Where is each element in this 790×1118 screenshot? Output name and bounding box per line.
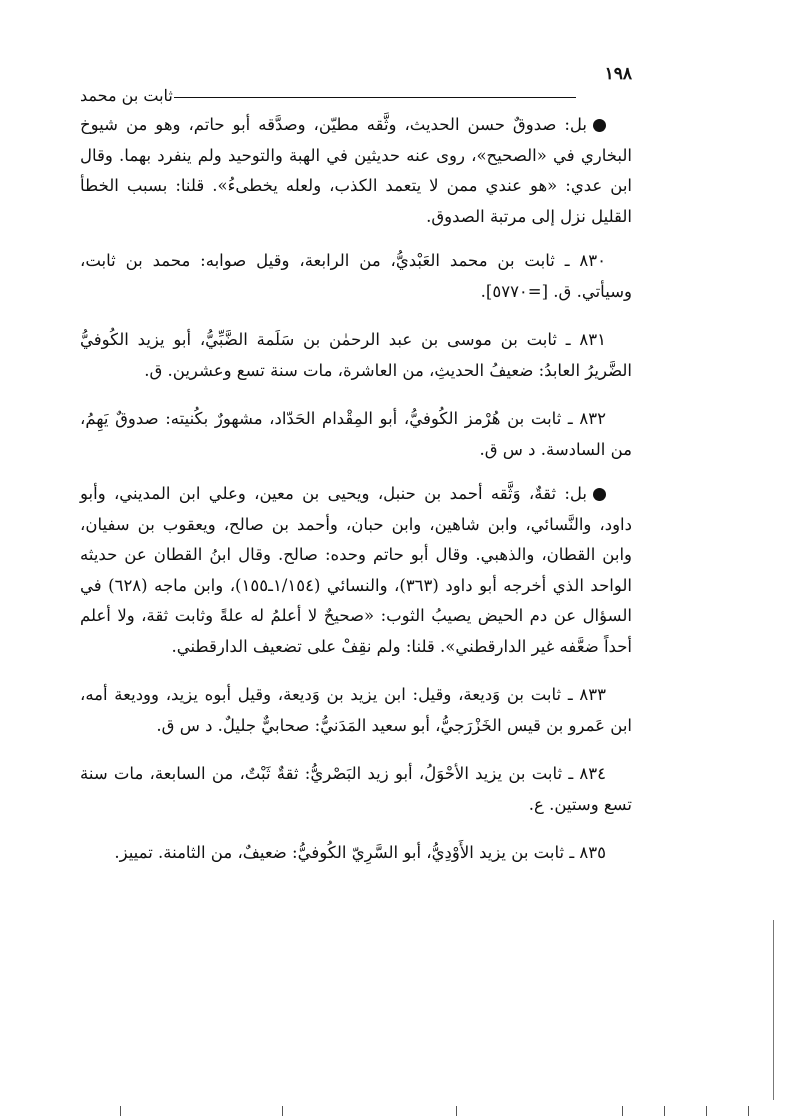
paragraph-entry-835 [80,838,632,869]
bullet-icon [593,488,606,501]
paragraph-entry-833 [80,680,632,741]
paragraph-text: ٨٣٣ ـ ثابت بن وَديعة، وقيل: ابن يزيد بن وَديعة، وقيل أبوه يزيد، ووديعة أمه، ابن عَمرو بن قيس الخَزْرَجيُّ، أبو سعيد المَدَنيُّ: صحابيٌّ جليلٌ. د س ق. [80,685,632,735]
bullet-icon [593,119,606,132]
scan-edge-line [773,920,774,1100]
paragraph-text: ٨٣٠ ـ ثابت بن محمد العَبْديُّ، من الرابعة، وقيل صوابه: محمد بن ثابت، وسيأتي. ق. [=٥٧٧٠]. [80,251,632,301]
running-title: ثابت بن محمد [80,86,173,105]
paragraph-entry-830 [80,246,632,307]
paragraph-text: بل: ثقةٌ، وَثَّقه أحمد بن حنبل، ويحيى بن معين، وعلي ابن المديني، وأبو داود، والنَّسائي، وابن شاهين، وابن حبان، وأحمد بن صالح، ويعقوب بن سفيان، وابن القطان، والذهبي. وقال أبو حاتم وحده: صالح. وقال ابنُ القطان عن حديثه الواحد الذي أخرجه أبو داود (٣٦٣)، والنسائي (١/١٥٤ـ١٥٥)، وابن ماجه (٦٢٨) في السؤال عن دم الحيض يصيبُ الثوب: «صحيحٌ لا أعلمُ له علةً وثابت ثقة، ولا أعلم أحداً ضعَّفه غير الدارقطني». قلنا: ولم نقِفْ على تضعيف الدارقطني. [80,484,632,656]
paragraph-commentary-2 [80,479,632,662]
paragraph-text: ٨٣٤ ـ ثابت بن يزيد الأحْوَلُ، أبو زيد البَصْريُّ: ثقةٌ ثَبْتٌ، من السابعة، مات سنة تسع وستين. ع. [80,764,632,814]
paragraph-text: ٨٣٢ ـ ثابت بن هُرْمز الكُوفيُّ، أبو المِقْدام الحَدّاد، مشهورٌ بكُنيته: صدوقٌ يَهِمُ، من السادسة. د س ق. [80,409,632,459]
page-content [80,110,632,883]
page-number: ١٩٨ [604,64,632,84]
paragraph-entry-834 [80,759,632,820]
paragraph-text: ٨٣١ ـ ثابت بن موسى بن عبد الرحمٰن بن سَلَمة الضَّبِّيُّ، أبو يزيد الكُوفيُّ الضَّريرُ العابدُ: ضعيفُ الحديثِ، من العاشرة، مات سنة تسع وعشرين. ق. [80,330,632,380]
paragraph-text: بل: صدوقٌ حسن الحديث، وثَّقه مطيّن، وصدَّقه أبو حاتم، وهو من شيوخ البخاري في «الصحيح»، روى عنه حديثين في الهبة والتوحيد ولم ينفرد بهما. وقال ابن عدي: «هو عندي ممن لا يتعمد الكذب، ولعله يخطىءُ». قلنا: بسبب الخطأ القليل نزل إلى مرتبة الصدوق. [80,115,632,226]
page-header [80,64,632,108]
paragraph-entry-831 [80,325,632,386]
scan-bottom-marks [0,1078,790,1118]
paragraph-commentary-1 [80,110,632,232]
paragraph-entry-832 [80,404,632,465]
paragraph-text: ٨٣٥ ـ ثابت بن يزيد الأَوْدِيُّ، أبو السَّرِيّ الكُوفيُّ: ضعيفٌ، من الثامنة. تمييز. [114,843,606,862]
header-rule [174,97,576,98]
